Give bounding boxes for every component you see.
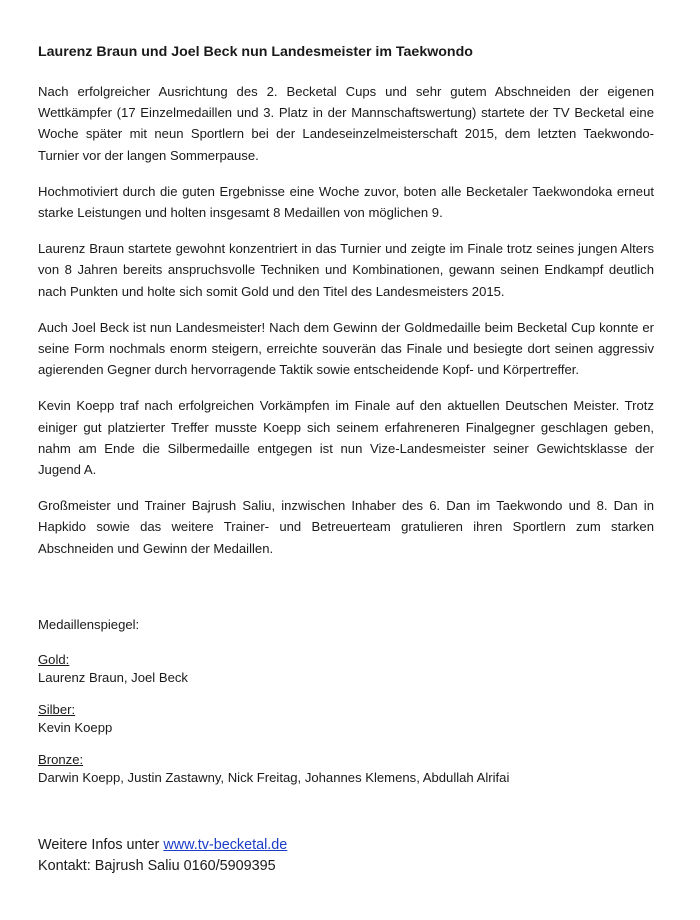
website-link[interactable]: www.tv-becketal.de xyxy=(163,837,288,853)
info-prefix: Weitere Infos unter xyxy=(38,837,164,853)
medal-table-heading: Medaillenspiegel: xyxy=(38,616,140,632)
bronze-label: Bronze: xyxy=(38,751,84,767)
bronze-names: Darwin Koepp, Justin Zastawny, Nick Freitag, Johannes Klemens, Abdullah Alrifai xyxy=(38,769,510,785)
contact-block xyxy=(38,835,287,877)
gold-label: Gold: xyxy=(38,651,70,667)
medal-group-gold xyxy=(38,651,654,687)
contact-line: Kontakt: Bajrush Saliu 0160/5909395 xyxy=(38,858,276,874)
paragraph-laurenz-braun: Laurenz Braun startete gewohnt konzentriert in das Turnier und zeigte im Finale trotz seines jungen Alters von 8 Jahren bereits anspruchsvolle Techniken und Kombinationen, gewann seinen Endkampf deutlich nach Punkten und holte sich somit Gold und den Titel des Landesmeisters 2015. xyxy=(38,241,654,299)
medal-group-silver xyxy=(38,701,654,737)
paragraph-motivation: Hochmotiviert durch die guten Ergebnisse eine Woche zuvor, boten alle Becketaler Taekwondoka erneut starke Leistungen und holten insgesamt 8 Medaillen von möglichen 9. xyxy=(38,183,654,221)
info-line xyxy=(38,835,287,856)
paragraph-kevin-koepp: Kevin Koepp traf nach erfolgreichen Vorkämpfen im Finale auf den aktuellen Deutschen Meister. Trotz einiger gut platzierter Treffer musste Koepp sich seinem erfahreneren Finalgegner geschlagen geben, nahm am Ende die Silbermedaille entgegen ist nun Vize-Landesmeister seiner Gewichtsklasse der Jugend A. xyxy=(38,398,654,478)
medal-group-bronze xyxy=(38,751,654,787)
section-spacer xyxy=(38,574,654,615)
article-title: Laurenz Braun und Joel Beck nun Landesmeister im Taekwondo xyxy=(38,44,473,60)
silver-label: Silber: xyxy=(38,701,76,717)
paragraph-intro: Nach erfolgreicher Ausrichtung des 2. Becketal Cups und sehr gutem Abschneiden der eigenen Wettkämpfer (17 Einzelmedaillen und 3. Platz in der Mannschaftswertung) startete der TV Becketal eine Woche später mit neun Sportlern bei der Landeseinzelmeisterschaft 2015, dem letzten Taekwondo-Turnier vor der langen Sommerpause. xyxy=(38,84,654,163)
paragraph-congratulations: Großmeister und Trainer Bajrush Saliu, inzwischen Inhaber des 6. Dan im Taekwondo und 8. Dan in Hapkido sowie das weitere Trainer- und Betreuerteam gratulieren ihren Sportlern zum starken Abschneiden und Gewinn der Medaillen. xyxy=(38,498,654,556)
document-page xyxy=(38,38,654,801)
paragraph-joel-beck: Auch Joel Beck ist nun Landesmeister! Nach dem Gewinn der Goldmedaille beim Becketal Cup konnte er seine Form nochmals enorm steigern, erreichte souverän das Finale und besiegte dort seinen aggressiv agierenden Gegner durch hervorragende Taktik sowie entscheidende Kopf- und Körpertreffer. xyxy=(38,319,654,378)
gold-names: Laurenz Braun, Joel Beck xyxy=(38,669,188,685)
silver-names: Kevin Koepp xyxy=(38,719,113,735)
